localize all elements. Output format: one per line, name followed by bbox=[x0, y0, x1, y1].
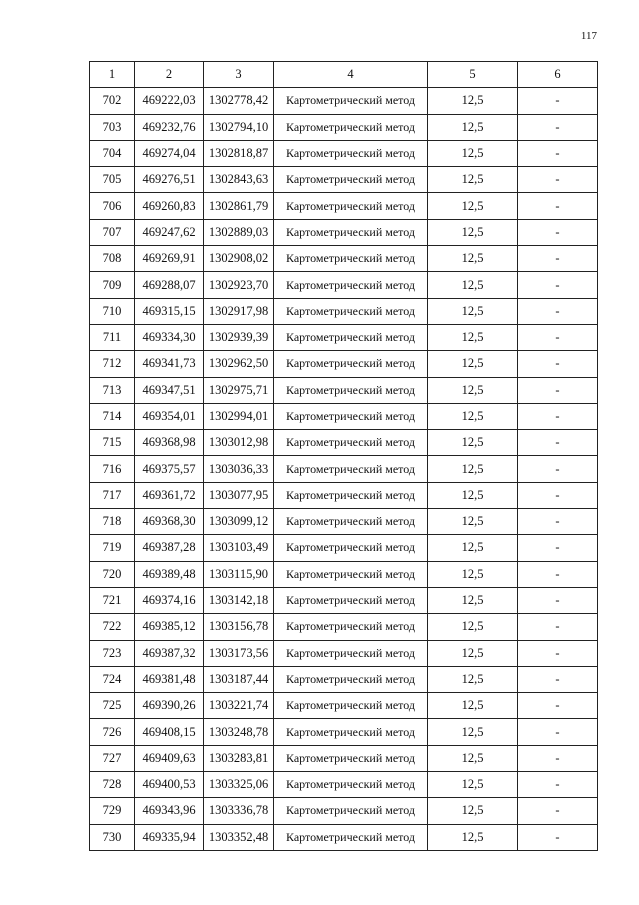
y-coordinate-cell: 1303099,12 bbox=[204, 509, 274, 535]
point-number-cell: 703 bbox=[90, 114, 135, 140]
point-number-cell: 717 bbox=[90, 482, 135, 508]
table-row bbox=[90, 798, 598, 824]
accuracy-cell: 12,5 bbox=[428, 403, 518, 429]
note-cell: - bbox=[518, 88, 598, 114]
method-cell: Картометрический метод bbox=[274, 351, 428, 377]
method-cell: Картометрический метод bbox=[274, 88, 428, 114]
y-coordinate-cell: 1303187,44 bbox=[204, 666, 274, 692]
point-number-cell: 721 bbox=[90, 587, 135, 613]
header-row bbox=[90, 62, 598, 88]
accuracy-cell: 12,5 bbox=[428, 745, 518, 771]
accuracy-cell: 12,5 bbox=[428, 719, 518, 745]
note-cell: - bbox=[518, 561, 598, 587]
method-cell: Картометрический метод bbox=[274, 482, 428, 508]
y-coordinate-cell: 1303142,18 bbox=[204, 587, 274, 613]
note-cell: - bbox=[518, 535, 598, 561]
note-cell: - bbox=[518, 219, 598, 245]
table-row bbox=[90, 693, 598, 719]
accuracy-cell: 12,5 bbox=[428, 666, 518, 692]
point-number-cell: 714 bbox=[90, 403, 135, 429]
note-cell: - bbox=[518, 666, 598, 692]
method-cell: Картометрический метод bbox=[274, 509, 428, 535]
point-number-cell: 720 bbox=[90, 561, 135, 587]
table-row bbox=[90, 140, 598, 166]
point-number-cell: 710 bbox=[90, 298, 135, 324]
y-coordinate-cell: 1303336,78 bbox=[204, 798, 274, 824]
method-cell: Картометрический метод bbox=[274, 324, 428, 350]
table-row bbox=[90, 772, 598, 798]
y-coordinate-cell: 1302889,03 bbox=[204, 219, 274, 245]
accuracy-cell: 12,5 bbox=[428, 219, 518, 245]
point-number-cell: 709 bbox=[90, 272, 135, 298]
accuracy-cell: 12,5 bbox=[428, 535, 518, 561]
table-row bbox=[90, 745, 598, 771]
accuracy-cell: 12,5 bbox=[428, 772, 518, 798]
method-cell: Картометрический метод bbox=[274, 167, 428, 193]
accuracy-cell: 12,5 bbox=[428, 798, 518, 824]
x-coordinate-cell: 469389,48 bbox=[135, 561, 204, 587]
method-cell: Картометрический метод bbox=[274, 824, 428, 850]
y-coordinate-cell: 1303077,95 bbox=[204, 482, 274, 508]
method-cell: Картометрический метод bbox=[274, 114, 428, 140]
accuracy-cell: 12,5 bbox=[428, 324, 518, 350]
x-coordinate-cell: 469274,04 bbox=[135, 140, 204, 166]
point-number-cell: 712 bbox=[90, 351, 135, 377]
y-coordinate-cell: 1303173,56 bbox=[204, 640, 274, 666]
y-coordinate-cell: 1302994,01 bbox=[204, 403, 274, 429]
method-cell: Картометрический метод bbox=[274, 219, 428, 245]
table-row bbox=[90, 193, 598, 219]
accuracy-cell: 12,5 bbox=[428, 640, 518, 666]
table-row bbox=[90, 167, 598, 193]
table-row bbox=[90, 298, 598, 324]
y-coordinate-cell: 1302975,71 bbox=[204, 377, 274, 403]
note-cell: - bbox=[518, 509, 598, 535]
table-row bbox=[90, 377, 598, 403]
y-coordinate-cell: 1302794,10 bbox=[204, 114, 274, 140]
accuracy-cell: 12,5 bbox=[428, 456, 518, 482]
table-row bbox=[90, 824, 598, 850]
note-cell: - bbox=[518, 430, 598, 456]
point-number-cell: 718 bbox=[90, 509, 135, 535]
note-cell: - bbox=[518, 351, 598, 377]
x-coordinate-cell: 469269,91 bbox=[135, 246, 204, 272]
y-coordinate-cell: 1303283,81 bbox=[204, 745, 274, 771]
header-cell-col6: 6 bbox=[518, 62, 598, 88]
method-cell: Картометрический метод bbox=[274, 403, 428, 429]
header-cell-col5: 5 bbox=[428, 62, 518, 88]
x-coordinate-cell: 469381,48 bbox=[135, 666, 204, 692]
table-row bbox=[90, 114, 598, 140]
note-cell: - bbox=[518, 403, 598, 429]
accuracy-cell: 12,5 bbox=[428, 114, 518, 140]
accuracy-cell: 12,5 bbox=[428, 351, 518, 377]
table-row bbox=[90, 535, 598, 561]
x-coordinate-cell: 469247,62 bbox=[135, 219, 204, 245]
method-cell: Картометрический метод bbox=[274, 246, 428, 272]
point-number-cell: 713 bbox=[90, 377, 135, 403]
note-cell: - bbox=[518, 324, 598, 350]
x-coordinate-cell: 469400,53 bbox=[135, 772, 204, 798]
note-cell: - bbox=[518, 772, 598, 798]
table-body bbox=[90, 88, 598, 851]
x-coordinate-cell: 469409,63 bbox=[135, 745, 204, 771]
table-row bbox=[90, 219, 598, 245]
y-coordinate-cell: 1302861,79 bbox=[204, 193, 274, 219]
point-number-cell: 725 bbox=[90, 693, 135, 719]
y-coordinate-cell: 1302917,98 bbox=[204, 298, 274, 324]
table-row bbox=[90, 719, 598, 745]
y-coordinate-cell: 1303115,90 bbox=[204, 561, 274, 587]
x-coordinate-cell: 469222,03 bbox=[135, 88, 204, 114]
table-row bbox=[90, 403, 598, 429]
method-cell: Картометрический метод bbox=[274, 798, 428, 824]
table-row bbox=[90, 614, 598, 640]
x-coordinate-cell: 469260,83 bbox=[135, 193, 204, 219]
y-coordinate-cell: 1302778,42 bbox=[204, 88, 274, 114]
accuracy-cell: 12,5 bbox=[428, 246, 518, 272]
table-row bbox=[90, 246, 598, 272]
x-coordinate-cell: 469368,98 bbox=[135, 430, 204, 456]
note-cell: - bbox=[518, 298, 598, 324]
note-cell: - bbox=[518, 114, 598, 140]
accuracy-cell: 12,5 bbox=[428, 298, 518, 324]
x-coordinate-cell: 469354,01 bbox=[135, 403, 204, 429]
x-coordinate-cell: 469315,15 bbox=[135, 298, 204, 324]
method-cell: Картометрический метод bbox=[274, 561, 428, 587]
method-cell: Картометрический метод bbox=[274, 140, 428, 166]
point-number-cell: 702 bbox=[90, 88, 135, 114]
x-coordinate-cell: 469341,73 bbox=[135, 351, 204, 377]
table-row bbox=[90, 324, 598, 350]
table-header bbox=[90, 62, 598, 88]
x-coordinate-cell: 469408,15 bbox=[135, 719, 204, 745]
y-coordinate-cell: 1303352,48 bbox=[204, 824, 274, 850]
point-number-cell: 727 bbox=[90, 745, 135, 771]
method-cell: Картометрический метод bbox=[274, 377, 428, 403]
point-number-cell: 706 bbox=[90, 193, 135, 219]
y-coordinate-cell: 1302843,63 bbox=[204, 167, 274, 193]
method-cell: Картометрический метод bbox=[274, 193, 428, 219]
header-cell-col3: 3 bbox=[204, 62, 274, 88]
x-coordinate-cell: 469390,26 bbox=[135, 693, 204, 719]
page-number: 117 bbox=[580, 30, 597, 42]
point-number-cell: 730 bbox=[90, 824, 135, 850]
table-row bbox=[90, 272, 598, 298]
note-cell: - bbox=[518, 193, 598, 219]
note-cell: - bbox=[518, 798, 598, 824]
note-cell: - bbox=[518, 640, 598, 666]
x-coordinate-cell: 469374,16 bbox=[135, 587, 204, 613]
x-coordinate-cell: 469387,32 bbox=[135, 640, 204, 666]
x-coordinate-cell: 469276,51 bbox=[135, 167, 204, 193]
accuracy-cell: 12,5 bbox=[428, 482, 518, 508]
point-number-cell: 723 bbox=[90, 640, 135, 666]
note-cell: - bbox=[518, 587, 598, 613]
x-coordinate-cell: 469288,07 bbox=[135, 272, 204, 298]
coordinates-table bbox=[89, 61, 598, 851]
point-number-cell: 719 bbox=[90, 535, 135, 561]
y-coordinate-cell: 1302962,50 bbox=[204, 351, 274, 377]
note-cell: - bbox=[518, 719, 598, 745]
accuracy-cell: 12,5 bbox=[428, 88, 518, 114]
method-cell: Картометрический метод bbox=[274, 587, 428, 613]
table-row bbox=[90, 509, 598, 535]
accuracy-cell: 12,5 bbox=[428, 693, 518, 719]
note-cell: - bbox=[518, 824, 598, 850]
accuracy-cell: 12,5 bbox=[428, 824, 518, 850]
point-number-cell: 716 bbox=[90, 456, 135, 482]
x-coordinate-cell: 469368,30 bbox=[135, 509, 204, 535]
x-coordinate-cell: 469387,28 bbox=[135, 535, 204, 561]
point-number-cell: 726 bbox=[90, 719, 135, 745]
point-number-cell: 715 bbox=[90, 430, 135, 456]
method-cell: Картометрический метод bbox=[274, 745, 428, 771]
point-number-cell: 729 bbox=[90, 798, 135, 824]
y-coordinate-cell: 1302939,39 bbox=[204, 324, 274, 350]
accuracy-cell: 12,5 bbox=[428, 272, 518, 298]
note-cell: - bbox=[518, 272, 598, 298]
method-cell: Картометрический метод bbox=[274, 430, 428, 456]
table-row bbox=[90, 482, 598, 508]
x-coordinate-cell: 469232,76 bbox=[135, 114, 204, 140]
method-cell: Картометрический метод bbox=[274, 719, 428, 745]
note-cell: - bbox=[518, 482, 598, 508]
y-coordinate-cell: 1302908,02 bbox=[204, 246, 274, 272]
method-cell: Картометрический метод bbox=[274, 298, 428, 324]
note-cell: - bbox=[518, 377, 598, 403]
method-cell: Картометрический метод bbox=[274, 614, 428, 640]
note-cell: - bbox=[518, 614, 598, 640]
table-row bbox=[90, 587, 598, 613]
header-cell-col1: 1 bbox=[90, 62, 135, 88]
accuracy-cell: 12,5 bbox=[428, 561, 518, 587]
x-coordinate-cell: 469361,72 bbox=[135, 482, 204, 508]
x-coordinate-cell: 469375,57 bbox=[135, 456, 204, 482]
point-number-cell: 707 bbox=[90, 219, 135, 245]
note-cell: - bbox=[518, 246, 598, 272]
table-row bbox=[90, 430, 598, 456]
point-number-cell: 708 bbox=[90, 246, 135, 272]
table-row bbox=[90, 88, 598, 114]
method-cell: Картометрический метод bbox=[274, 272, 428, 298]
table-row bbox=[90, 351, 598, 377]
accuracy-cell: 12,5 bbox=[428, 193, 518, 219]
method-cell: Картометрический метод bbox=[274, 535, 428, 561]
method-cell: Картометрический метод bbox=[274, 640, 428, 666]
y-coordinate-cell: 1303325,06 bbox=[204, 772, 274, 798]
point-number-cell: 722 bbox=[90, 614, 135, 640]
accuracy-cell: 12,5 bbox=[428, 509, 518, 535]
y-coordinate-cell: 1303248,78 bbox=[204, 719, 274, 745]
note-cell: - bbox=[518, 456, 598, 482]
method-cell: Картометрический метод bbox=[274, 693, 428, 719]
note-cell: - bbox=[518, 693, 598, 719]
x-coordinate-cell: 469385,12 bbox=[135, 614, 204, 640]
method-cell: Картометрический метод bbox=[274, 456, 428, 482]
accuracy-cell: 12,5 bbox=[428, 167, 518, 193]
accuracy-cell: 12,5 bbox=[428, 377, 518, 403]
y-coordinate-cell: 1303156,78 bbox=[204, 614, 274, 640]
x-coordinate-cell: 469347,51 bbox=[135, 377, 204, 403]
accuracy-cell: 12,5 bbox=[428, 140, 518, 166]
y-coordinate-cell: 1303012,98 bbox=[204, 430, 274, 456]
note-cell: - bbox=[518, 745, 598, 771]
header-cell-col2: 2 bbox=[135, 62, 204, 88]
table-row bbox=[90, 456, 598, 482]
accuracy-cell: 12,5 bbox=[428, 587, 518, 613]
point-number-cell: 704 bbox=[90, 140, 135, 166]
note-cell: - bbox=[518, 140, 598, 166]
table-row bbox=[90, 561, 598, 587]
point-number-cell: 711 bbox=[90, 324, 135, 350]
x-coordinate-cell: 469334,30 bbox=[135, 324, 204, 350]
y-coordinate-cell: 1303036,33 bbox=[204, 456, 274, 482]
point-number-cell: 728 bbox=[90, 772, 135, 798]
point-number-cell: 724 bbox=[90, 666, 135, 692]
table-row bbox=[90, 666, 598, 692]
header-cell-col4: 4 bbox=[274, 62, 428, 88]
method-cell: Картометрический метод bbox=[274, 666, 428, 692]
accuracy-cell: 12,5 bbox=[428, 430, 518, 456]
x-coordinate-cell: 469335,94 bbox=[135, 824, 204, 850]
x-coordinate-cell: 469343,96 bbox=[135, 798, 204, 824]
y-coordinate-cell: 1302923,70 bbox=[204, 272, 274, 298]
method-cell: Картометрический метод bbox=[274, 772, 428, 798]
note-cell: - bbox=[518, 167, 598, 193]
y-coordinate-cell: 1302818,87 bbox=[204, 140, 274, 166]
y-coordinate-cell: 1303103,49 bbox=[204, 535, 274, 561]
point-number-cell: 705 bbox=[90, 167, 135, 193]
y-coordinate-cell: 1303221,74 bbox=[204, 693, 274, 719]
table-row bbox=[90, 640, 598, 666]
accuracy-cell: 12,5 bbox=[428, 614, 518, 640]
